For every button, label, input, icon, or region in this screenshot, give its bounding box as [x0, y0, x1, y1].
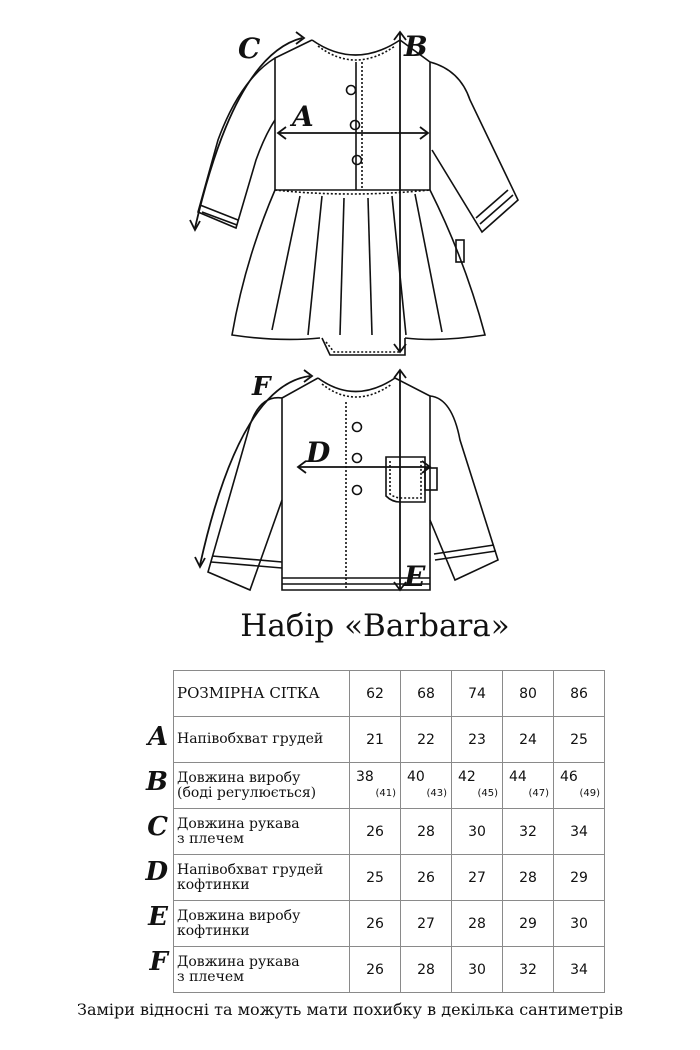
table-cell: 28 [503, 855, 554, 901]
table-cell [503, 763, 554, 809]
table-cell: 32 [503, 809, 554, 855]
table-cell: 29 [554, 855, 605, 901]
row-label [174, 809, 350, 855]
footnote: Заміри відносні та можуть мати похибку в декілька сантиметрів [76, 1000, 624, 1019]
size-header-cell: 62 [350, 671, 401, 717]
table-row [174, 717, 605, 763]
table-row [174, 855, 605, 901]
size-chart-table [173, 670, 605, 993]
table-cell [452, 763, 503, 809]
table-row [174, 947, 605, 993]
cardigan-buttons [353, 423, 362, 495]
cell-value: 42 [458, 769, 476, 785]
row-label [174, 717, 350, 763]
cell-value: 44 [509, 769, 527, 785]
label-a-letter: A [292, 100, 314, 133]
table-cell [350, 763, 401, 809]
label-b-letter: B [404, 30, 428, 63]
cell-subvalue: (41) [375, 788, 396, 799]
row-label [174, 947, 350, 993]
table-cell: 27 [452, 855, 503, 901]
cell-value: 38 [356, 769, 374, 785]
label-f-letter: F [252, 372, 271, 402]
row-label [174, 855, 350, 901]
bodysuit-measure-arrows [190, 32, 428, 352]
table-cell: 26 [401, 855, 452, 901]
table-cell: 23 [452, 717, 503, 763]
table-cell: 30 [452, 809, 503, 855]
row-label-line: кофтинки [177, 876, 250, 893]
row-label [174, 763, 350, 809]
label-e-letter: E [404, 560, 426, 593]
table-cell: 26 [350, 901, 401, 947]
row-letter-f: F [149, 947, 168, 977]
cell-value: 40 [407, 769, 425, 785]
table-row [174, 901, 605, 947]
cell-subvalue: (43) [426, 788, 447, 799]
row-label-line: Напівобхват грудей [177, 731, 324, 747]
button-icon [353, 454, 362, 463]
table-header-row [174, 671, 605, 717]
label-d-letter: D [306, 436, 331, 469]
table-cell [401, 763, 452, 809]
cell-subvalue: (45) [477, 788, 498, 799]
row-letter-a: A [147, 722, 168, 752]
size-chart-header: РОЗМІРНА СІТКА [174, 671, 350, 717]
row-label [174, 901, 350, 947]
row-label-line: Довжина виробу [177, 907, 301, 924]
button-icon [353, 156, 362, 165]
table-cell [554, 763, 605, 809]
table-row [174, 809, 605, 855]
table-cell: 28 [401, 809, 452, 855]
table-cell: 22 [401, 717, 452, 763]
table-cell: 32 [503, 947, 554, 993]
size-header-cell: 80 [503, 671, 554, 717]
table-cell: 34 [554, 947, 605, 993]
cell-subvalue: (47) [528, 788, 549, 799]
row-letter-e: E [148, 902, 168, 932]
label-c-letter: C [238, 32, 261, 65]
table-cell: 25 [554, 717, 605, 763]
table-cell: 26 [350, 947, 401, 993]
table-cell: 25 [350, 855, 401, 901]
table-cell: 30 [452, 947, 503, 993]
table-cell: 26 [350, 809, 401, 855]
table-cell: 30 [554, 901, 605, 947]
table-cell: 21 [350, 717, 401, 763]
table-cell: 34 [554, 809, 605, 855]
size-header-cell: 86 [554, 671, 605, 717]
size-header-cell: 74 [452, 671, 503, 717]
cardigan-drawing [208, 378, 498, 590]
cell-value: 46 [560, 769, 578, 785]
button-icon [351, 121, 360, 130]
table-cell: 28 [452, 901, 503, 947]
button-icon [347, 86, 356, 95]
button-icon [353, 486, 362, 495]
row-letter-d: D [145, 857, 168, 887]
table-cell: 28 [401, 947, 452, 993]
row-label-line: з плечем [177, 968, 245, 985]
table-cell: 27 [401, 901, 452, 947]
row-label-line: кофтинки [177, 922, 250, 939]
row-letter-c: C [147, 812, 168, 842]
cell-subvalue: (49) [579, 788, 600, 799]
button-icon [353, 423, 362, 432]
table-cell: 24 [503, 717, 554, 763]
row-letter-b: B [146, 767, 168, 797]
row-label-line: Довжина рукава [177, 953, 300, 970]
row-label-line: (боді регулюється) [177, 784, 317, 801]
row-label-line: з плечем [177, 830, 245, 847]
product-title: Набір «Barbara» [240, 608, 510, 644]
table-cell: 29 [503, 901, 554, 947]
row-label-line: Напівобхват грудей [177, 861, 324, 878]
size-header-cell: 68 [401, 671, 452, 717]
bodysuit-buttons [347, 86, 362, 165]
row-label-line: Довжина виробу [177, 769, 301, 786]
row-label-line: Довжина рукава [177, 815, 300, 832]
table-row [174, 763, 605, 809]
